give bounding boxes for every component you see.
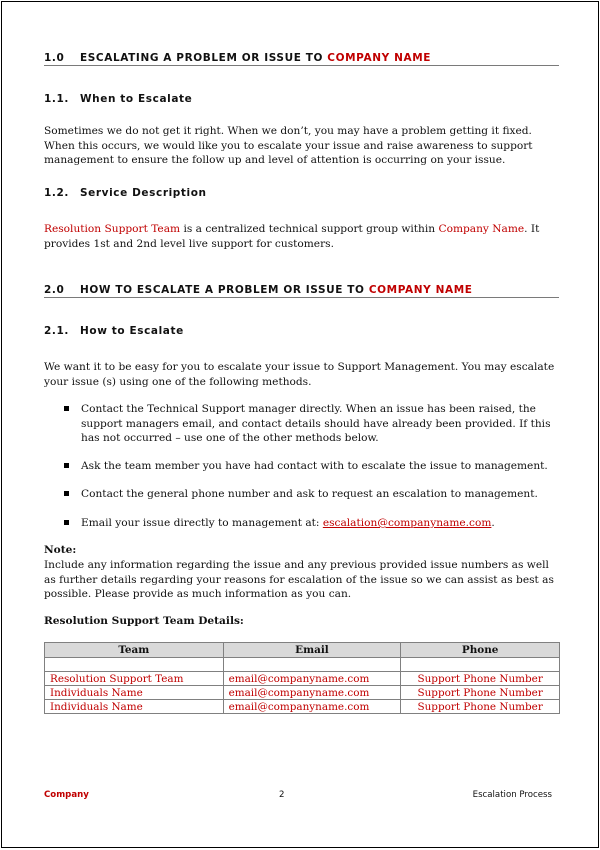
cell-phone: Support Phone Number xyxy=(401,700,560,714)
subsection-1-1-heading xyxy=(44,93,192,105)
column-header-email: Email xyxy=(223,643,401,658)
table-row xyxy=(45,658,560,672)
footer-page-number: 2 xyxy=(279,790,285,800)
list-item-text: Contact the Technical Support manager directly. When an issue has been raised, the support managers email, and contact details should have already been provided. If this has not occurred – use one of the other methods below. xyxy=(81,403,551,445)
table-row xyxy=(45,672,560,686)
table-header-row xyxy=(45,643,560,658)
subsection-1-2-title: Service Description xyxy=(80,187,207,199)
footer-document-title: Escalation Process xyxy=(472,790,552,800)
subsection-1-2-heading xyxy=(44,187,207,199)
section-2-number: 2.0 xyxy=(44,284,65,296)
cell-phone: Support Phone Number xyxy=(401,672,560,686)
resolution-support-team-text: Resolution Support Team xyxy=(44,223,181,235)
bullet-square-icon xyxy=(64,406,69,411)
section-2-title: HOW TO ESCALATE A PROBLEM OR ISSUE TO xyxy=(80,284,369,296)
service-description-text-2: . It provides 1st and 2nd level live support for customers. xyxy=(44,223,540,250)
when-to-escalate-paragraph: Sometimes we do not get it right. When we don’t, you may have a problem getting it fixed. When this occurs, we would like you to escalate your issue and raise awareness to support management to ensure the follow up and level of attention is occurring on your issue. xyxy=(44,125,533,167)
note-paragraph: Include any information regarding the issue and any previous provided issue numbers as well as further details regarding your reasons for escalation of the issue so we can assist as best as possible. Please provide as much information as you can. xyxy=(44,559,554,601)
list-item xyxy=(64,516,564,531)
cell-team xyxy=(45,658,224,672)
column-header-phone: Phone xyxy=(401,643,560,658)
section-2-company-name: COMPANY NAME xyxy=(368,284,473,296)
section-1-title: ESCALATING A PROBLEM OR ISSUE TO xyxy=(80,52,328,64)
section-1-heading xyxy=(44,52,559,66)
team-details-label: Resolution Support Team Details: xyxy=(44,615,244,627)
subsection-1-1-number: 1.1. xyxy=(44,93,69,105)
footer-company: Company xyxy=(44,790,89,800)
company-name-text: Company Name xyxy=(438,223,525,235)
cell-email xyxy=(223,658,401,672)
bullet-square-icon xyxy=(64,491,69,496)
document-page xyxy=(1,1,599,848)
cell-team: Individuals Name xyxy=(45,700,224,714)
escalation-email-link[interactable]: escalation@companyname.com xyxy=(322,517,492,529)
list-item-text-suffix: . xyxy=(491,517,495,529)
list-item xyxy=(64,402,564,446)
team-details-table xyxy=(44,642,560,714)
service-description-text-1: is a centralized technical support group within xyxy=(180,223,439,235)
section-1-number: 1.0 xyxy=(44,52,65,64)
subsection-2-1-number: 2.1. xyxy=(44,325,69,337)
list-item-text: Contact the general phone number and ask to request an escalation to management. xyxy=(81,488,538,500)
how-to-escalate-intro: We want it to be easy for you to escalate your issue to Support Management. You may escalate your issue (s) using one of the following methods. xyxy=(44,361,555,388)
list-item xyxy=(64,459,564,474)
list-item-text: Ask the team member you have had contact with to escalate the issue to management. xyxy=(81,460,548,472)
cell-email: email@companyname.com xyxy=(223,672,401,686)
service-description-paragraph xyxy=(44,222,564,251)
table-row xyxy=(45,700,560,714)
subsection-2-1-heading xyxy=(44,325,184,337)
subsection-1-1-title: When to Escalate xyxy=(80,93,193,105)
cell-email: email@companyname.com xyxy=(223,686,401,700)
column-header-team: Team xyxy=(45,643,224,658)
list-item-text: Email your issue directly to management at: xyxy=(81,517,323,529)
subsection-2-1-title: How to Escalate xyxy=(80,325,184,337)
bullet-square-icon xyxy=(64,520,69,525)
cell-phone xyxy=(401,658,560,672)
list-item xyxy=(64,487,564,502)
section-2-heading xyxy=(44,284,559,298)
note-label: Note: xyxy=(44,544,77,556)
cell-team: Resolution Support Team xyxy=(45,672,224,686)
cell-email: email@companyname.com xyxy=(223,700,401,714)
subsection-1-2-number: 1.2. xyxy=(44,187,69,199)
cell-team: Individuals Name xyxy=(45,686,224,700)
cell-phone: Support Phone Number xyxy=(401,686,560,700)
bullet-square-icon xyxy=(64,463,69,468)
section-1-company-name: COMPANY NAME xyxy=(327,52,432,64)
table-row xyxy=(45,686,560,700)
